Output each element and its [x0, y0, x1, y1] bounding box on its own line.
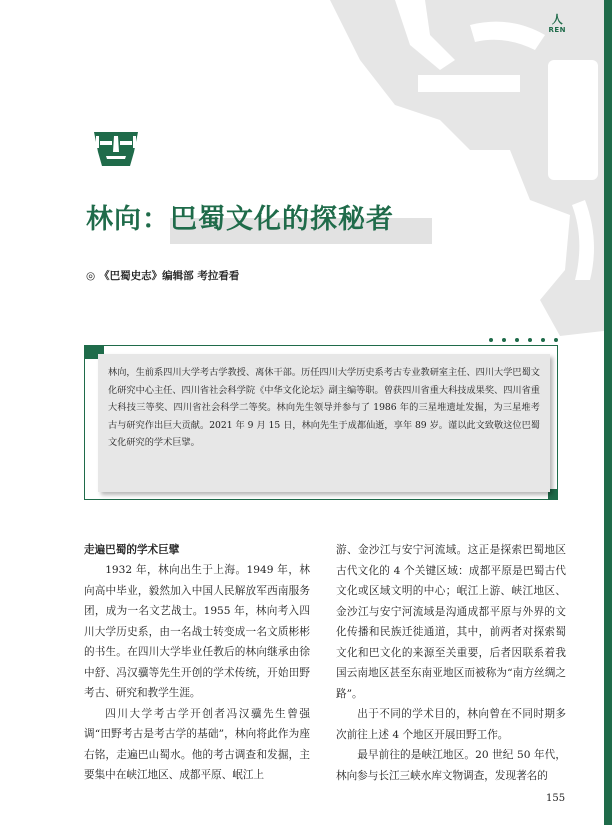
paragraph: 出于不同的学术目的，林向曾在不同时期多次前往上述 4 个地区开展田野工作。 — [336, 708, 566, 741]
dot — [502, 338, 506, 342]
section-tag — [548, 13, 566, 34]
dot — [489, 338, 493, 342]
intro-summary — [98, 354, 550, 492]
paragraph: 1932 年，林向出生于上海。1949 年，林向高中毕业，毅然加入中国人民解放军西南服务团，成为一名文艺战士。1955 年，林向考入四川大学历史系，由一名战士转变成一名文质彬彬的书生。在四川大学毕业任教后的林向继承由徐中舒、冯汉骥等先生开创的学术传统，开始田野考古、研究和教学生涯。 — [84, 564, 310, 699]
byline-text: 《巴蜀史志》编辑部 考拉看看 — [99, 270, 240, 282]
page-edge-bar — [604, 0, 612, 825]
section-label-en: REN — [548, 26, 566, 34]
byline-mark: ◎ — [86, 270, 96, 282]
paragraph: 最早前往的是峡江地区。20 世纪 50 年代，林向参与长江三峡水库文物调查，发现著名的 — [336, 749, 566, 782]
intro-text: 林向，生前系四川大学考古学教授、离休干部。历任四川大学历史系考古专业教研室主任、四川大学巴蜀文化研究中心主任、四川省社会科学院《中华文化论坛》副主编等职。曾获四川省重大科技成果奖、四川省重大科技三等奖、四川省社会科学二等奖。林向先生领导并参与了 1986 年的三星堆遗址发掘，为三星堆考古与研究作出巨大贡献。2021 年 9 月 15 日，林向先生于成都仙逝，享年 89 岁。谨以此文致敬这位巴蜀文化研究的学术巨擘。 — [108, 367, 540, 448]
byline — [86, 268, 239, 283]
page-number: 155 — [546, 793, 566, 804]
left-column — [84, 540, 310, 786]
dot — [528, 338, 532, 342]
decorative-dots — [489, 338, 558, 342]
dot — [541, 338, 545, 342]
right-column — [336, 540, 566, 786]
dot — [515, 338, 519, 342]
section-heading: 走遍巴蜀的学术巨擘 — [84, 544, 180, 556]
paragraph: 游、金沙江与安宁河流域。这正是探索巴蜀地区古代文化的 4 个关键区域：成都平原是巴蜀古代文化或区域文明的中心；岷江上游、峡江地区、金沙江与安宁河流域是沟通成都平原与外界的文化传播和民族迁徙通道，其中，前两者对探索蜀文化和巴文化的来源至关重要，后者因联系着我国云南地区甚至东南亚地区而被称为“南方丝绸之路”。 — [336, 544, 566, 700]
bronze-mask-watermark — [0, 0, 612, 344]
bronze-mask-icon — [94, 132, 138, 170]
dot — [554, 338, 558, 342]
paragraph: 四川大学考古学开创者冯汉骥先生曾强调“田野考古是考古学的基础”，林向将此作为座右铭，走遍巴山蜀水。他的考古调查和发掘，主要集中在峡江地区、成都平原、岷江上 — [84, 707, 310, 781]
article-title: 林向：巴蜀文化的探秘者 — [86, 204, 394, 235]
section-label-cn: 人 — [551, 13, 563, 26]
